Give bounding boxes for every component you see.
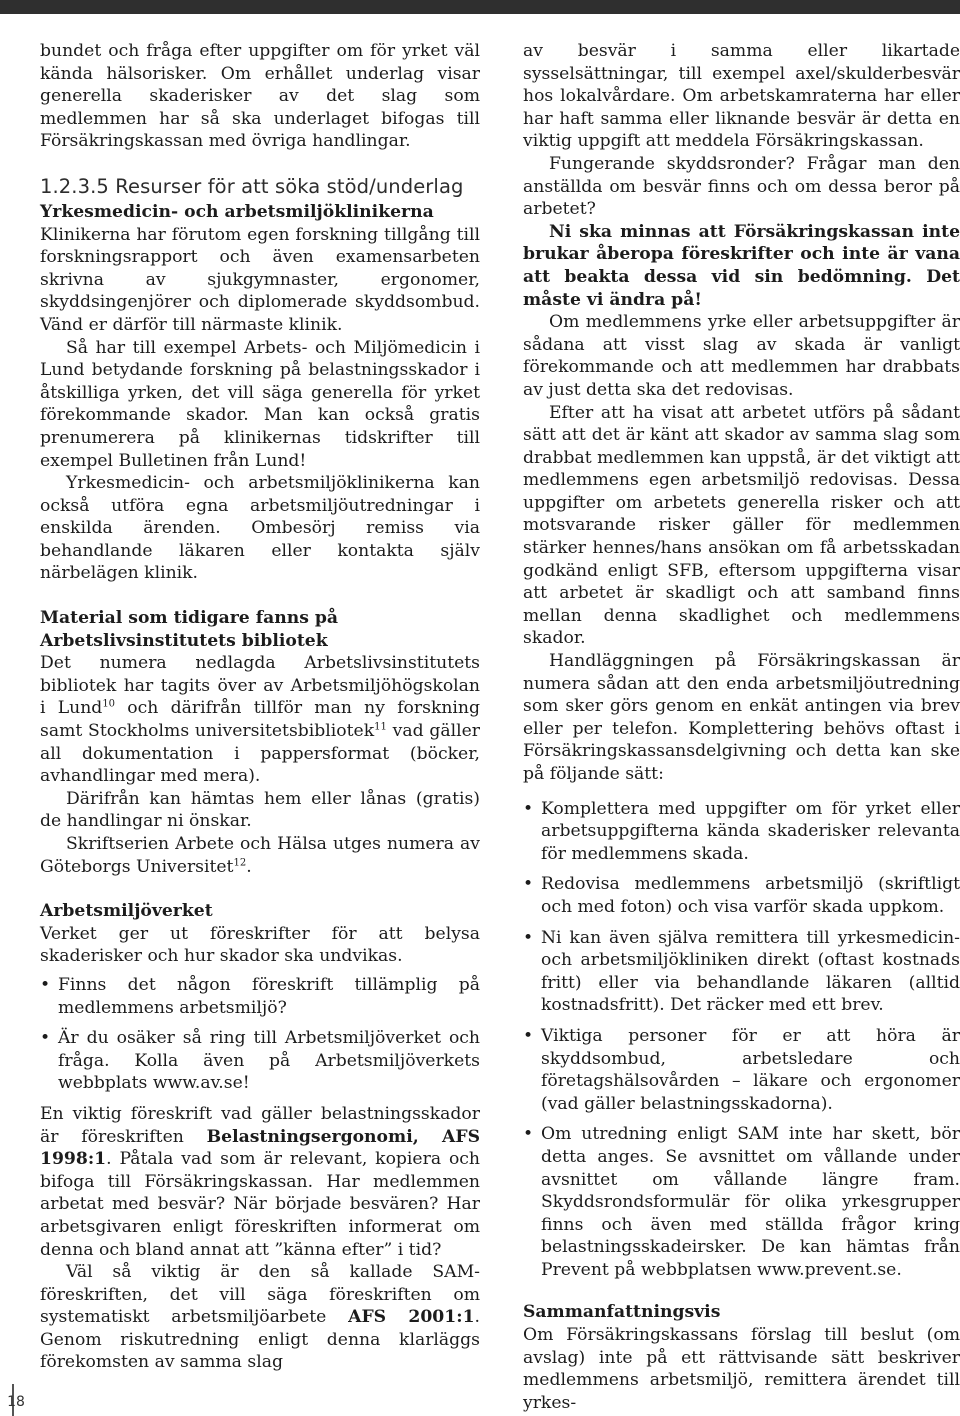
list-item: • Ni kan även själva remittera till yrkesmedicin- och arbetsmiljökliniken direkt (oftast kostnads fritt) eller via behandlande läkaren (alltid kostnadsfritt). Det räcker med ett brev. (523, 927, 960, 1017)
paragraph-foreskrift-2: Väl så viktig är den så kallade SAM-föreskriften, det vill säga föreskriften om systematiskt arbetsmiljöarbete AFS 2001:1. Genom riskutredning enligt denna klarläggs förekomsten av samma slag (40, 1262, 481, 1373)
footnote-11: 11 (374, 721, 387, 733)
footnote-10: 10 (102, 698, 116, 710)
heading-kliniker: Yrkesmedicin- och arbetsmiljöklinikerna (40, 201, 434, 222)
bullet-list-left (40, 974, 480, 1095)
paragraph-right-4: Om medlemmens yrke eller arbetsuppgifter är sådana att visst slag av skada är vanligt förekommande och att medlemmen har drabbats av just detta ska det redovisas. (523, 312, 960, 400)
paragraph-foreskrift-1: En viktig föreskrift vad gäller belastningsskador är föreskriften Belastningsergonomi, AFS 1998:1. Påtala vad som är relevant, kopiera och bifoga till Försäkringskassan. Har medlemmen arbetat med besvär? När började besvären? Har arbetsgivaren enligt föreskriften informerat om denna och bland annat att ”känna efter” i tid? (40, 1103, 480, 1260)
paragraph-right-3-emphasis: Ni ska minnas att Försäkringskassan inte brukar åberopa föreskrifter och inte är vana att beakta dessa vid sin bedömning. Det måste vi ändra på! (523, 221, 960, 310)
footnote-12: 12 (233, 856, 247, 868)
paragraph-kliniker-2: Så har till exempel Arbets- och Miljömedicin i Lund betydande forskning på belastningsskador i åtskilliga yrken, det vill säga generella för yrket förekommande skador. Man kan också gratis prenumerera på klinikernas tidskrifter till exempel Bulletinen från Lund! (40, 337, 480, 471)
paragraph-right-2: Fungerande skyddsronder? Frågar man den anställda om besvär finns och om dessa beror på arbetet? (523, 153, 960, 220)
left-column (40, 40, 480, 1374)
list-item: • Viktiga personer för er att höra är skyddsombud, arbetsledare och företagshälsovården – läkare och ergonomer (vad gäller belastningsskadorna). (523, 1025, 960, 1115)
list-item: • Om utredning enligt SAM inte har skett, bör detta anges. Se avsnittet om vållande under avsnittet om vållande längre fram. Skyddsrondsformulär för olika yrkesgrupper finns och även med ställda frågor kring belastningsskadeirsker. De kan hämtas från Prevent på webbplatsen www.prevent.se. (523, 1123, 960, 1281)
paragraph-right-6: Handläggningen på Försäkringskassan är numera sådan att den enda arbetsmiljöutredning som sker görs genom en enkät antingen via brev eller per telefon. Komplettering behövs oftast i Försäkringskassansdelgivning och detta kan ske på följande sätt: (523, 651, 960, 784)
paragraph-kliniker-3: Yrkesmedicin- och arbetsmiljöklinikerna kan också utföra egna arbetsmiljöutredningar i enskilda ärenden. Ombesörj remiss via behandlande läkaren eller kontakta själv närbelägen klinik. (40, 473, 480, 584)
paragraph-right-1: av besvär i samma eller likartade sysselsättningar, till exempel axel/skulderbesvär hos lokalvårdare. Om arbetskamraterna har eller har haft samma eller liknande besvär är detta en viktig uppgift att meddela Försäkringskassan. (523, 41, 960, 152)
paragraph-summary: Om Försäkringskassans förslag till beslut (om avslag) inte på ett rättvisande sätt beskriver medlemmens arbetsmiljö, remittera ärendet till yrkes- (523, 1325, 960, 1413)
heading-arbetsmiljoverket: Arbetsmiljöverket (40, 901, 213, 922)
paragraph-material-2: Därifrån kan hämtas hem eller lånas (gratis) de handlingar ni önskar. (40, 788, 480, 832)
list-item: • Redovisa medlemmens arbetsmiljö (skriftligt och med foton) och visa varför skada uppkom. (523, 873, 960, 918)
paragraph-material-1: Det numera nedlagda Arbetslivsinstitutets bibliotek har tagits över av Arbetsmiljöhögskolan i Lund$^{10}$ och därifrån tillför man ny forskning samt Stockholms universitetsbibliotek$^{11}$ vad gäller all dokumentation i pappersformat (böcker, avhandlingar med mera). (40, 653, 480, 787)
paragraph-right-5: Efter att ha visat att arbetet utförs på sådant sätt att det är känt att skador av samma slag som drabbat medlemmen kan uppstå, är det viktigt att medlemmens egen arbetsmiljö redovisas. Dessa uppgifter om arbetets generella risker och att motsvarande risker gäller för medlemmen stärker hennes/hans ansökan om få arbetsskadan godkänd enligt SFB, eftersom uppgifterna visar att arbetet är skadligt och att samband finns mellan denna skadlighet och medlemmens skador. (523, 402, 960, 649)
bullet-list-right (523, 798, 960, 1282)
page-number: 18 (7, 1394, 25, 1410)
top-bar (0, 0, 960, 14)
right-column (523, 40, 960, 1414)
paragraph-kliniker-1: Klinikerna har förutom egen forskning tillgång till forskningsrapport och även examensarbeten skrivna av sjukgymnaster, ergonomer, skyddsingenjörer och diplomerade skyddsombud. Vänd er därför till närmaste klinik. (40, 224, 480, 335)
heading-material: Material som tidigare fanns på Arbetslivsinstitutets bibliotek (40, 608, 339, 651)
list-item: • Finns det någon föreskrift tillämplig på medlemmens arbetsmiljö? (40, 974, 480, 1019)
paragraph-verket: Verket ger ut föreskrifter för att belysa skaderisker och hur skador ska undvikas. (40, 923, 480, 967)
heading-summary: Sammanfattningsvis (523, 1302, 721, 1323)
list-item: • Är du osäker så ring till Arbetsmiljöverket och fråga. Kolla även på Arbetsmiljöverkets webbplats www.av.se! (40, 1027, 480, 1095)
section-title: 1.2.3.5 Resurser för att söka stöd/underlag (40, 174, 464, 198)
list-item: • Komplettera med uppgifter om för yrket eller arbetsuppgifterna kända skaderisker relevanta för medlemmens skada. (523, 798, 960, 866)
paragraph-material-3: Skriftserien Arbete och Hälsa utges numera av Göteborgs Universitet$^{12}$. (40, 834, 480, 877)
paragraph-intro: bundet och fråga efter uppgifter om för yrket väl kända hälsorisker. Om erhållet underlag visar generella skaderisker av det slag som medlemmen har så ska underlaget bifogas till Försäkringskassan med övriga handlingar. (40, 41, 480, 152)
